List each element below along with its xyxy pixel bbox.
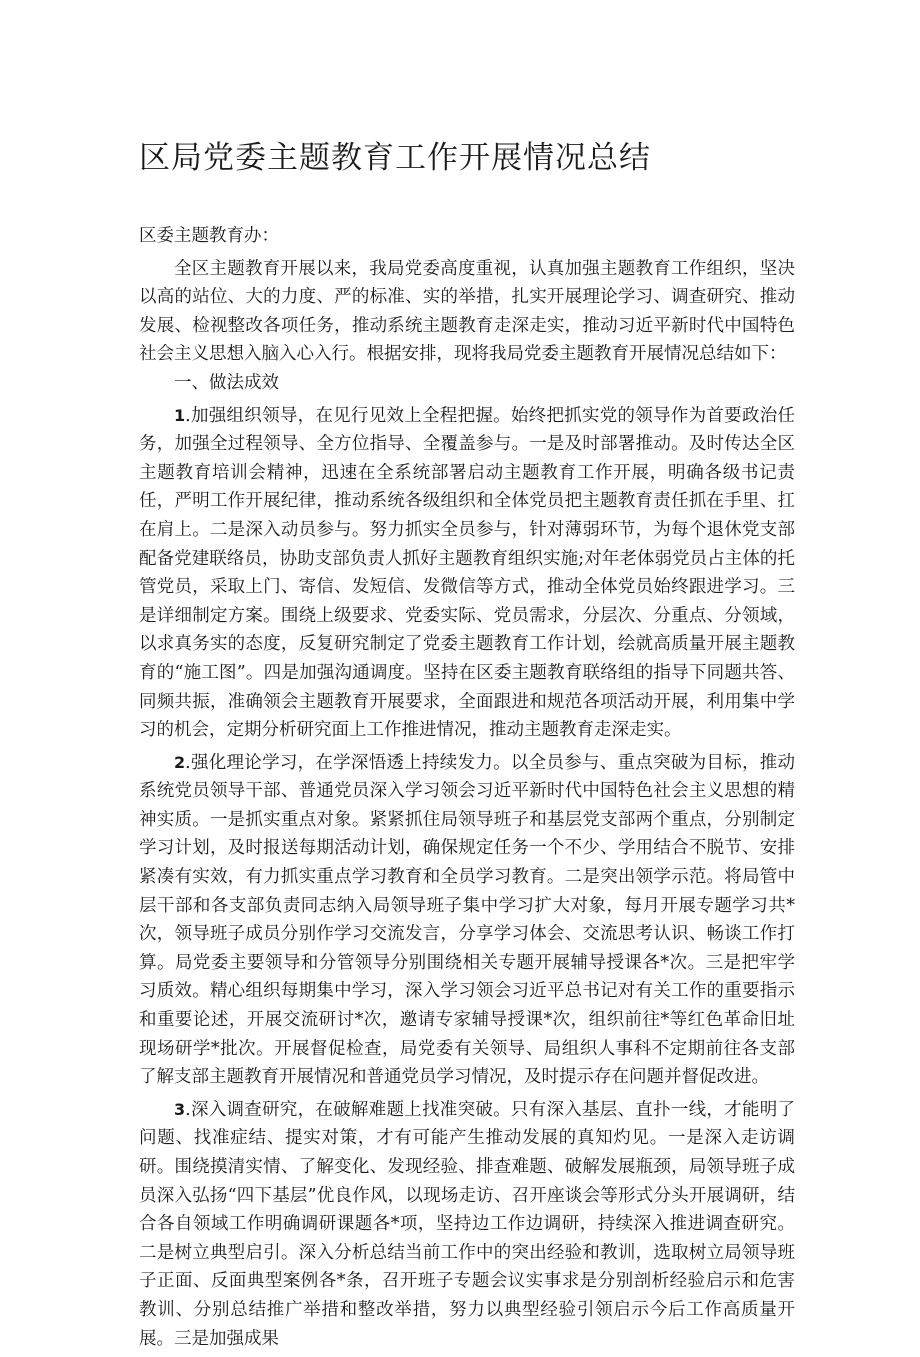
item-number: 3 xyxy=(174,1099,186,1119)
item-paragraph-3 xyxy=(139,1096,795,1353)
document-title: 区局党委主题教育工作开展情况总结 xyxy=(139,140,651,176)
item-text: .深入调查研究，在破解难题上找准突破。只有深入基层、直扑一线，才能明了问题、找准症结、提实对策，才有可能产生推动发展的真知灼见。一是深入走访调研。围绕摸清实情、了解变化、发现经验、排查难题、破解发展瓶颈，局领导班子成员深入弘扬“四下基层”优良作风，以现场走访、召开座谈会等形式分头开展调研，结合各自领域工作明确调研课题各*项，坚持边工作边调研，持续深入推进调查研究。二是树立典型启引。深入分析总结当前工作中的突出经验和教训，选取树立局领导班子正面、反面典型案例各*条，召开班子专题会议实事求是分别剖析经验启示和危害教训、分别总结推广举措和整改举措，努力以典型经验引领启示今后工作高质量开展。三是加强成果 xyxy=(139,1099,795,1349)
intro-paragraph: 全区主题教育开展以来，我局党委高度重视，认真加强主题教育工作组织，坚决以高的站位、大的力度、严的标准、实的举措，扎实开展理论学习、调查研究、推动发展、检视整改各项任务，推动系统主题教育走深走实，推动习近平新时代中国特色社会主义思想入脑入心入行。根据安排，现将我局党委主题教育开展情况总结如下： xyxy=(139,258,795,365)
item-text: .加强组织领导，在见行见效上全程把握。始终把抓实党的领导作为首要政治任务，加强全过程领导、全方位指导、全覆盖参与。一是及时部署推动。及时传达全区主题教育培训会精神，迅速在全系统部署启动主题教育工作开展，明确各级书记责任，严明工作开展纪律，推动系统各级组织和全体党员把主题教育责任抓在手里、扛在肩上。二是深入动员参与。努力抓实全员参与，针对薄弱环节，为每个退休党支部配备党建联络员，协助支部负责人抓好主题教育组织实施;对年老体弱党员占主体的托管党员，采取上门、寄信、发短信、发微信等方式，推动全体党员始终跟进学习。三是详细制定方案。围绕上级要求、党委实际、党员需求，分层次、分重点、分领域，以求真务实的态度，反复研究制定了党委主题教育工作计划，绘就高质量开展主题教育的“施工图”。四是加强沟通调度。坚持在区委主题教育联络组的指导下同题共答、同频共振，准确领会主题教育开展要求，全面跟进和规范各项活动开展，利用集中学习的机会，定期分析研究面上工作推进情况，推动主题教育走深走实。 xyxy=(139,405,795,741)
item-number: 2 xyxy=(174,752,186,772)
document-body xyxy=(139,222,795,1357)
item-paragraph-2 xyxy=(139,749,795,1092)
item-number: 1 xyxy=(174,405,186,425)
section-heading: 一、做法成效 xyxy=(174,372,279,393)
item-paragraph-1 xyxy=(139,402,795,745)
item-text: .强化理论学习，在学深悟透上持续发力。以全员参与、重点突破为目标，推动系统党员领导干部、普通党员深入学习领会习近平新时代中国特色社会主义思想的精神实质。一是抓实重点对象。紧紧抓住局领导班子和基层党支部两个重点，分别制定学习计划，及时报送每期活动计划，确保规定任务一个不少、学用结合不脱节、安排紧凑有实效，有力抓实重点学习教育和全员学习教育。二是突出领学示范。将局管中层干部和各支部负责同志纳入局领导班子集中学习扩大对象，每月开展专题学习共*次，领导班子成员分别作学习交流发言，分享学习体会、交流思考认识、畅谈工作打算。局党委主要领导和分管领导分别围绕相关专题开展辅导授课各*次。三是把牢学习质效。精心组织每期集中学习，深入学习领会习近平总书记对有关工作的重要指示和重要论述，开展交流研讨*次，邀请专家辅导授课*次，组织前往*等红色革命旧址现场研学*批次。开展督促检查，局党委有关领导、局组织人事科不定期前往各支部了解支部主题教育开展情况和普通党员学习情况，及时提示存在问题并督促改进。 xyxy=(139,752,795,1088)
salutation: 区委主题教育办： xyxy=(139,226,279,246)
